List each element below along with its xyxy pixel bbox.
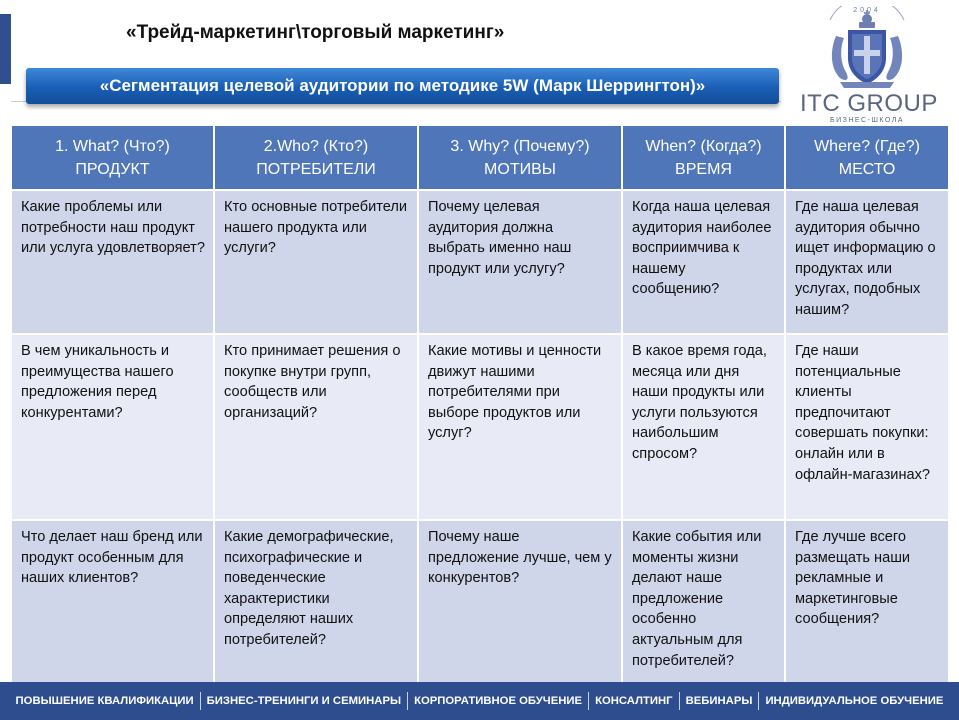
table-cell (11, 334, 214, 520)
subtitle-text: «Сегментация целевой аудитории по методике 5W (Марк Шеррингтон)» (99, 76, 706, 95)
table-cell (214, 190, 418, 334)
header-who (214, 125, 418, 190)
cell-text: Какие демографические, психографические и поведенческие характеристики определяют наших потребителей? (224, 529, 394, 648)
cell-text: Когда наша целевая аудитория наиболее восприимчива к нашему сообщению? (632, 199, 772, 298)
cell-text: Где наши потенциальные клиенты предпочитают совершать покупки: онлайн или в офлайн-магазинах? (795, 343, 931, 483)
header-what (11, 125, 214, 190)
header-what-question: 1. What? (Что?) (55, 137, 170, 155)
header-why-question: 3. Why? (Почему?) (450, 137, 590, 155)
footer-item-consulting[interactable]: КОНСАЛТИНГ (595, 695, 673, 707)
table-cell (214, 520, 418, 684)
table-cell (214, 334, 418, 520)
header-why (418, 125, 622, 190)
segmentation-table (10, 124, 950, 685)
footer-item-webinars[interactable]: ВЕБИНАРЫ (685, 695, 753, 707)
footer-item-trainings[interactable]: БИЗНЕС-ТРЕНИНГИ И СЕМИНАРЫ (206, 695, 402, 707)
table-cell (622, 190, 785, 334)
cell-text: Какие события или моменты жизни делают наше предложение особенно актуальным для потребителей? (632, 529, 762, 669)
cell-text: В чем уникальность и преимущества нашего предложения перед конкурентами? (21, 343, 174, 421)
table-cell (785, 190, 949, 334)
header-when-label: ВРЕМЯ (675, 160, 732, 178)
header-when-question: When? (Когда?) (645, 137, 762, 155)
cell-text: Кто принимает решения о покупке внутри групп, сообществ или организаций? (224, 343, 401, 421)
cell-text: Почему целевая аудитория должна выбрать именно наш продукт или услугу? (428, 199, 572, 277)
header-when (622, 125, 785, 190)
footer-item-qualification[interactable]: ПОВЫШЕНИЕ КВАЛИФИКАЦИИ (15, 695, 194, 707)
cell-text: Что делает наш бренд или продукт особенным для наших клиентов? (21, 529, 203, 587)
table-cell (11, 190, 214, 334)
table-cell (418, 520, 622, 684)
left-accent-bar (0, 14, 11, 84)
cell-text: Где наша целевая аудитория обычно ищет информацию о продуктах или услугах, подобных нашим? (795, 199, 936, 318)
table-cell (418, 190, 622, 334)
footer-item-corporate[interactable]: КОРПОРАТИВНОЕ ОБУЧЕНИЕ (414, 695, 583, 707)
page-title: «Трейд-маркетинг\торговый маркетинг» (126, 22, 505, 43)
logo-year: 2004 (853, 7, 881, 14)
cell-text: В какое время года, месяца или дня наши продукты или услуги пользуются наибольшим спросом? (632, 343, 767, 462)
table-row (11, 520, 949, 684)
company-logo (800, 6, 938, 124)
header-where (785, 125, 949, 190)
table-cell (785, 334, 949, 520)
cell-text: Кто основные потребители нашего продукта или услуги? (224, 199, 408, 257)
table-cell (11, 520, 214, 684)
logo-tagline: БИЗНЕС-ШКОЛА (829, 117, 904, 124)
table-row (11, 334, 949, 520)
header-where-label: МЕСТО (838, 160, 896, 178)
table-row (11, 190, 949, 334)
header-who-label: ПОТРЕБИТЕЛИ (256, 160, 376, 178)
table-cell (622, 334, 785, 520)
header-why-label: МОТИВЫ (484, 160, 556, 178)
table-cell (622, 520, 785, 684)
header-who-question: 2.Who? (Кто?) (263, 137, 369, 155)
footer-bar (0, 682, 959, 720)
header-what-label: ПРОДУКТ (75, 160, 150, 178)
cell-text: Где лучше всего размещать наши рекламные и маркетинговые сообщения? (795, 529, 911, 628)
cell-text: Какие мотивы и ценности движут нашими потребителями при выборе продуктов или услуг? (428, 343, 602, 442)
table-cell (418, 334, 622, 520)
cell-text: Почему наше предложение лучше, чем у конкурентов? (428, 529, 612, 587)
logo-name: ITC GROUP (800, 90, 938, 117)
subtitle-banner (26, 68, 779, 104)
header-where-question: Where? (Где?) (814, 137, 920, 155)
cell-text: Какие проблемы или потребности наш продукт или услуга удовлетворяет? (21, 199, 205, 257)
table-cell (785, 520, 949, 684)
footer-item-individual[interactable]: ИНДИВИДУАЛЬНОЕ ОБУЧЕНИЕ (765, 695, 944, 707)
table-header-row (11, 125, 949, 190)
